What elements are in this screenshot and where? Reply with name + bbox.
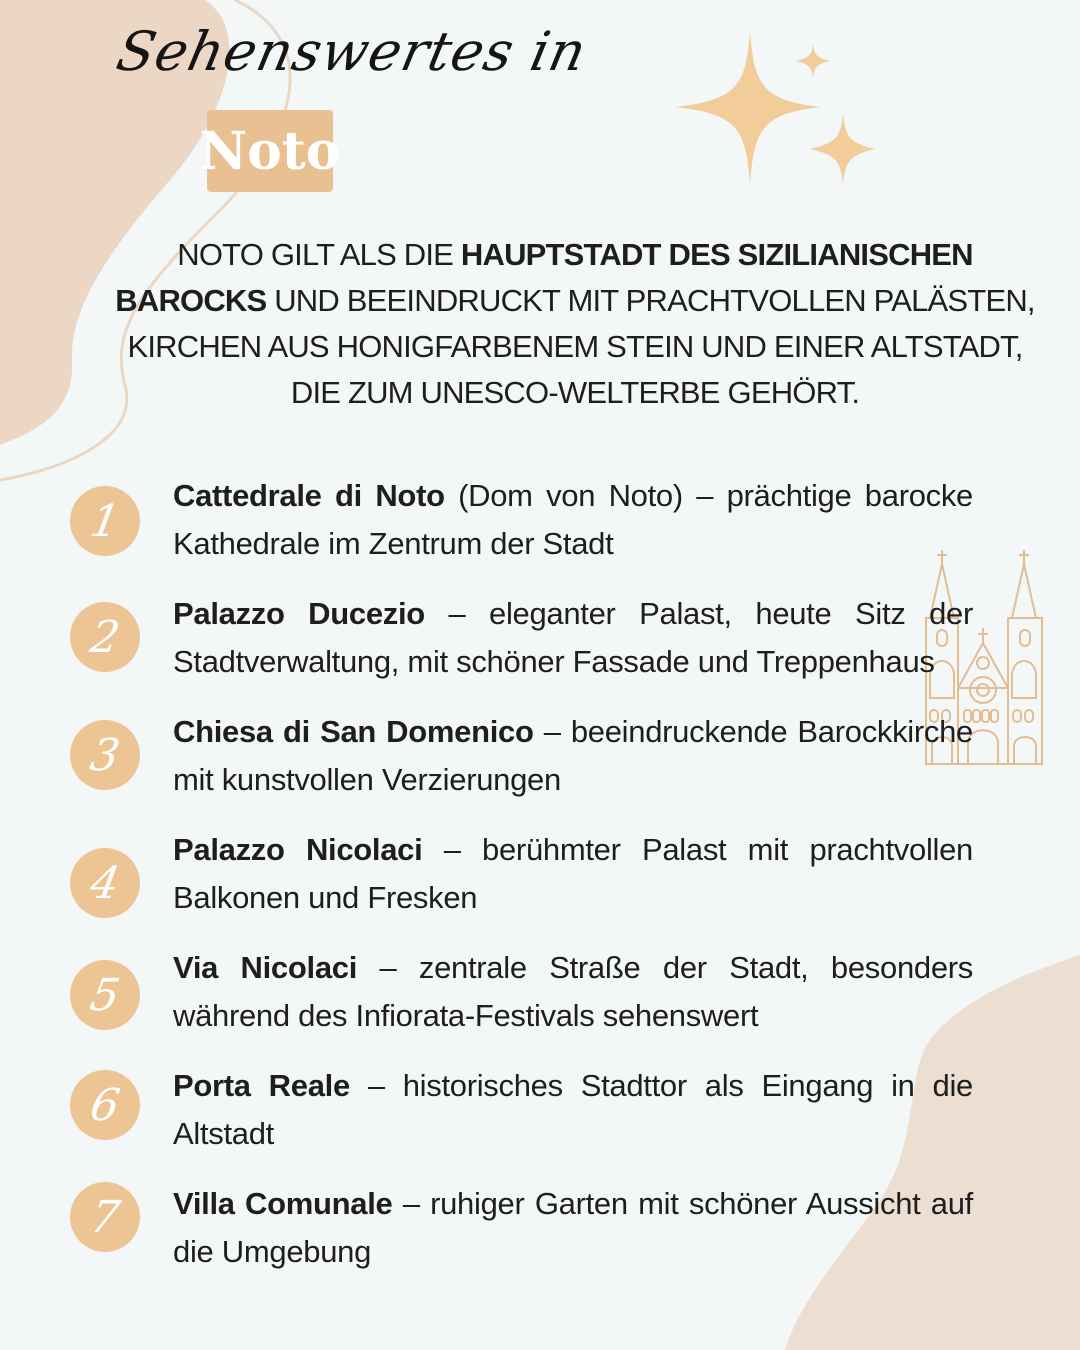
number-badge: 1 [70,486,140,556]
sight-description: – berühmter Palast mit prachtvollen Balkonen und Fresken [173,832,973,915]
number-badge: 4 [70,848,140,918]
number-badge: 6 [70,1070,140,1140]
sight-description: – zentrale Straße der Stadt, besonders während des Infiorata-Festivals sehenswert [173,950,973,1033]
number-badge: 2 [70,602,140,672]
list-item-text [173,708,973,804]
list-item-text [173,1180,973,1276]
sight-name: Palazzo Ducezio [173,596,425,631]
list-item-text [173,1062,973,1158]
sight-description: – historisches Stadttor als Eingang in die Altstadt [173,1068,973,1151]
sight-name: Chiesa di San Domenico [173,714,534,749]
script-heading: Sehenswertes in [111,20,593,83]
sight-name: Cattedrale di Noto [173,478,445,513]
intro-highlight: HAUPTSTADT DES SIZILIANISCHEN BAROCKS [115,237,973,318]
list-item-text [173,472,973,568]
sight-description: (Dom von Noto) – prächtige barocke Kathedrale im Zentrum der Stadt [173,478,973,561]
list-item-text [173,944,973,1040]
list-item-text [173,826,973,922]
intro-text-end: UND BEEINDRUCKT MIT PRACHTVOLLEN PALÄSTEN, KIRCHEN AUS HONIGFARBENEM STEIN UND EINER ALTSTADT, DIE ZUM UNESCO-WELTERBE GEHÖRT. [127,283,1035,410]
number-badge: 3 [70,720,140,790]
sight-name: Porta Reale [173,1068,350,1103]
intro-text-start: NOTO GILT ALS DIE [177,237,461,272]
sight-description: – ruhiger Garten mit schöner Aussicht auf die Umgebung [173,1186,973,1269]
sight-description: – eleganter Palast, heute Sitz der Stadtverwaltung, mit schöner Fassade und Treppenhaus [173,596,973,679]
sight-name: Palazzo Nicolaci [173,832,423,867]
city-name: Noto [199,120,341,182]
sight-description: – beeindruckende Barockkirche mit kunstvollen Verzierungen [173,714,973,797]
sight-name: Via Nicolaci [173,950,358,985]
number-badge: 5 [70,960,140,1030]
sight-name: Villa Comunale [173,1186,393,1221]
number-badge: 7 [70,1182,140,1252]
list-item-text [173,590,973,686]
